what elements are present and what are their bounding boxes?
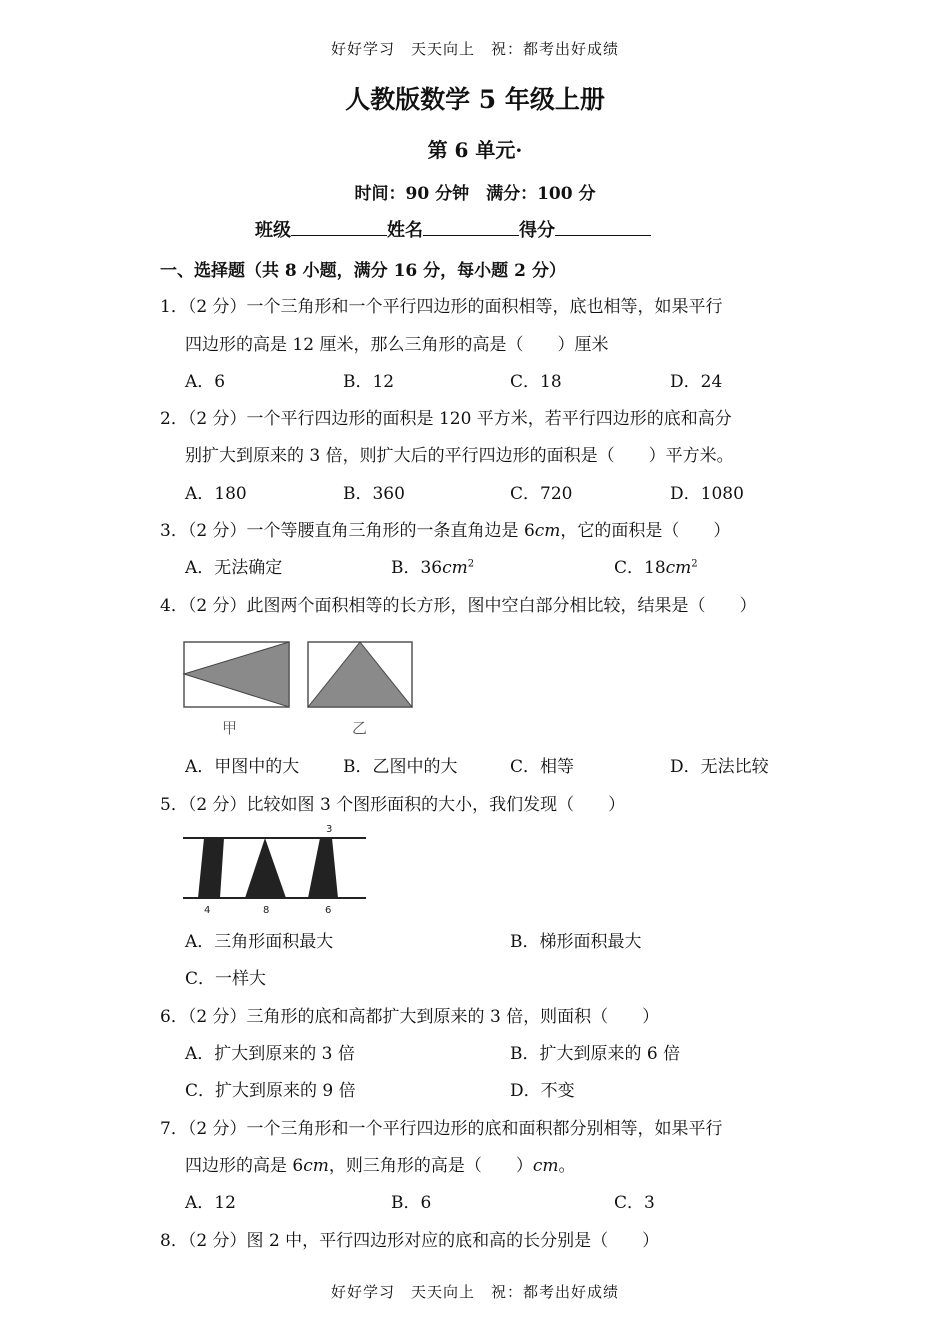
q4-option-b[interactable]: B．乙图中的大: [343, 757, 458, 777]
q4-figure: [180, 638, 420, 738]
q2-option-a[interactable]: A．180: [185, 484, 247, 504]
q1-option-d[interactable]: D．24: [670, 372, 723, 392]
q6-option-a[interactable]: A．扩大到原来的 3 倍: [185, 1044, 355, 1064]
q5-figure: [180, 820, 370, 920]
q1-option-b[interactable]: B．12: [343, 372, 395, 392]
q2-option-d[interactable]: D．1080: [670, 484, 744, 504]
q1-option-a[interactable]: A．6: [185, 372, 226, 392]
q2-line1: 2．（2 分）一个平行四边形的面积是 120 平方米，若平行四边形的底和高分: [160, 409, 732, 429]
q7-line2: 四边形的高是 6cm，则三角形的高是（ ）cm。: [185, 1156, 576, 1176]
unit-title: 第 6 单元·: [427, 138, 523, 162]
score-label: 得分: [519, 220, 555, 241]
q5-line1: 5．（2 分）比较如图 3 个图形面积的大小，我们发现（ ）: [160, 795, 626, 815]
page-title: 人教版数学 5 年级上册: [345, 85, 605, 114]
name-blank[interactable]: [423, 217, 519, 236]
q7-line1: 7．（2 分）一个三角形和一个平行四边形的底和面积都分别相等，如果平行: [160, 1119, 723, 1139]
q6-option-d[interactable]: D．不变: [510, 1081, 575, 1101]
time-info: 时间：90 分钟 满分：100 分: [354, 184, 596, 204]
q4-option-d[interactable]: D．无法比较: [670, 757, 769, 777]
q1-option-c[interactable]: C．18: [510, 372, 562, 392]
q8-line1: 8．（2 分）图 2 中，平行四边形对应的底和高的长分别是（ ）: [160, 1231, 660, 1251]
q6-option-c[interactable]: C．扩大到原来的 9 倍: [185, 1081, 356, 1101]
q3-option-a[interactable]: A．无法确定: [185, 558, 283, 578]
q5-label-top: 3: [326, 824, 333, 835]
q6-option-b[interactable]: B．扩大到原来的 6 倍: [510, 1044, 681, 1064]
name-label: 姓名: [387, 220, 423, 241]
q4-option-c[interactable]: C．相等: [510, 757, 575, 777]
q4-option-a[interactable]: A．甲图中的大: [185, 757, 300, 777]
q5-option-b[interactable]: B．梯形面积最大: [510, 932, 642, 952]
class-blank[interactable]: [291, 217, 387, 236]
q5-option-c[interactable]: C．一样大: [185, 969, 267, 989]
q4-label-yi: 乙: [352, 719, 368, 737]
q3-line1: 3．（2 分）一个等腰直角三角形的一条直角边是 6cm，它的面积是（ ）: [160, 521, 731, 541]
q1-line1: 1．（2 分）一个三角形和一个平行四边形的面积相等，底也相等，如果平行: [160, 297, 723, 317]
q4-label-jia: 甲: [222, 719, 238, 737]
q5-label-4: 4: [204, 905, 211, 916]
page-footer: 好好学习 天天向上 祝：都考出好成绩: [330, 1283, 619, 1301]
score-blank[interactable]: [555, 217, 651, 236]
student-info: [255, 216, 651, 242]
q7-option-c[interactable]: C．3: [614, 1193, 655, 1213]
q2-option-c[interactable]: C．720: [510, 484, 573, 504]
q1-line2: 四边形的高是 12 厘米，那么三角形的高是（ ）厘米: [185, 335, 609, 355]
q2-line2: 别扩大到原来的 3 倍，则扩大后的平行四边形的面积是（ ）平方米。: [185, 446, 734, 466]
page-header: 好好学习 天天向上 祝：都考出好成绩: [330, 40, 619, 58]
q3-option-b[interactable]: B．$36cm^2$: [391, 558, 475, 578]
section-heading: 一、选择题（共 8 小题，满分 16 分，每小题 2 分）: [160, 261, 566, 281]
q6-line1: 6．（2 分）三角形的底和高都扩大到原来的 3 倍，则面积（ ）: [160, 1007, 660, 1027]
q5-option-a[interactable]: A．三角形面积最大: [185, 932, 334, 952]
q5-trapezoid: [308, 838, 338, 898]
q3-option-c[interactable]: C．$18cm^2$: [614, 558, 698, 578]
class-label: 班级: [255, 220, 291, 241]
q5-label-6: 6: [325, 905, 332, 916]
q4-line1: 4．（2 分）此图两个面积相等的长方形，图中空白部分相比较，结果是（ ）: [160, 596, 757, 616]
q5-triangle: [245, 838, 286, 898]
q7-option-a[interactable]: A．12: [185, 1193, 236, 1213]
q7-option-b[interactable]: B．6: [391, 1193, 432, 1213]
q5-label-8: 8: [263, 905, 270, 916]
q5-parallelogram: [198, 838, 224, 898]
q2-option-b[interactable]: B．360: [343, 484, 405, 504]
